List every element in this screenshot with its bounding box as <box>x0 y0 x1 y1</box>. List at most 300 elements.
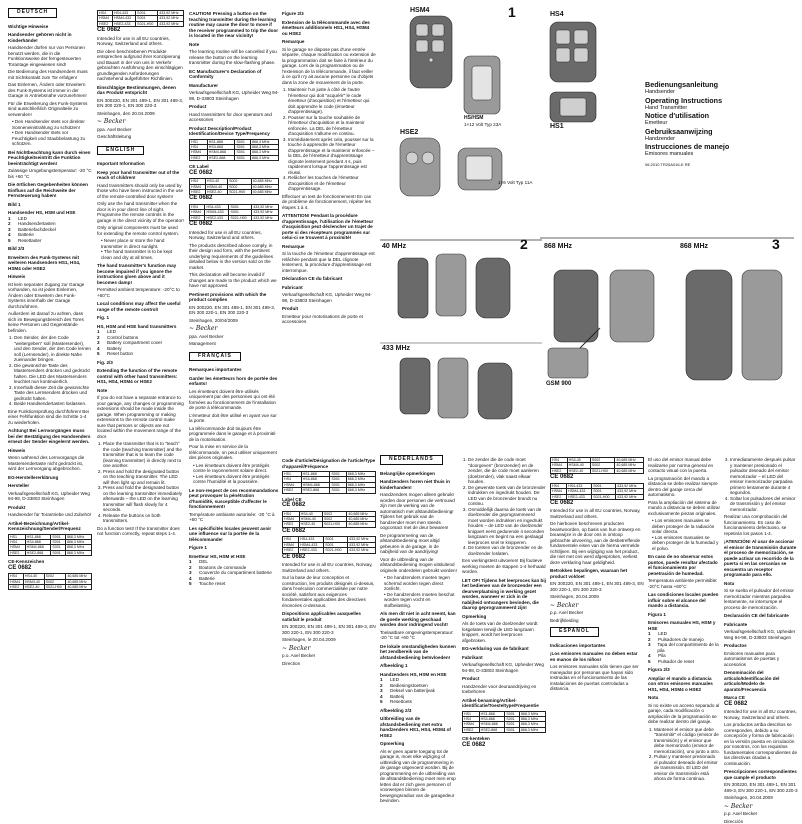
note-en: The learning routine will be cancelled if you release the button on the learning transmitter during the slow-flashing phase. <box>189 49 279 66</box>
declaration-title-nl: EG-verklaring van de fabrikant <box>462 646 546 652</box>
hse2-remote-illustration <box>400 138 502 196</box>
declaration-title-es: Declaración CE del fabricante <box>724 613 798 619</box>
paragraph-es-2: El uso del emisor manual debe realizarse por norma general en contacto visual con la puerta. <box>648 457 720 474</box>
legend-row: 2 Handsendertasten <box>8 221 92 227</box>
ce-mark-nl: CE 0682 <box>462 743 546 749</box>
manufacturer-label-fr: Fabricant <box>282 285 376 291</box>
paragraph-en-2: Only use the hand transmitter when the door is in your direct line of sight. Programme the remote controls in the garage in the direct vicinity of the operator! <box>97 201 184 223</box>
figure-title-de-23: Erweitern des Funk-Systems mit weiteren Handsendern HS1, HS4, HSM4 oder HSE2 <box>8 255 92 272</box>
ce-label-fr: Label CE <box>282 497 376 503</box>
heading-fr: Remarques importantes <box>189 367 279 373</box>
signer-de: ppa. Axel Becker <box>97 127 184 133</box>
warning-nl-3: De lokale omstandigheden kunnen het zendbereik van de afstandsbediening beïnvloeden! <box>380 644 458 661</box>
column-french-lower <box>282 455 376 795</box>
signer-es: p.p. Axel Becker <box>724 811 798 817</box>
ce-mark-de-2: CE 0682 <box>97 28 184 34</box>
table-row: HSE2 HSE2-868 S001 868,3 MHz <box>283 488 376 493</box>
figure-number-1: 1 <box>508 10 516 16</box>
spec-table-nl-1 <box>462 711 546 734</box>
paragraph-en-4: If you do not have a separate entrance to your garage, any changes or programming extensions should be made inside the garage. When programming or making extensions to the remote control make sure that persons or objects are not located within the movement range of the door. <box>97 395 184 439</box>
table-row: HSM4 HSM4-868 S001 868,3 MHz <box>283 482 376 487</box>
warning-en-3: Local conditions may affect the useful range of the remote control! <box>97 301 184 312</box>
declaration-title-en: EC Manufacturer's Declaration of Conformity <box>189 69 279 80</box>
function-test-en: Do a function test! If the transmitter does not function correctly, repeat steps 1-4. <box>97 526 184 537</box>
hint-label-de-2: Hinweis <box>8 448 92 454</box>
table-row: HSE2 HSE2-433 S021-H00 433,92 MHz <box>283 548 376 553</box>
steps-en <box>103 441 184 524</box>
manufacturer-es: Verkaufsgesellschaft KG, Upheider Weg 94-98, D-33803 Steinhagen <box>724 629 798 640</box>
cover-title-es: Instrucciones de manejo <box>645 142 745 151</box>
signer-fr: p.o. Axel Becker <box>282 653 376 659</box>
warning-fr-1: Garder les émetteurs hors de portée des enfants! <box>189 376 279 387</box>
product-label-nl: Product <box>462 676 546 682</box>
rules-title-en: Pertinent provisions with which the product complies <box>189 292 279 303</box>
list-item: 3. Onmiddellijk daarna de toets van de doelzender die geprogrammeerd moet worden indrukken en ingedrukt houden – de LED van de doelzender knippert eerst gedurende 4 seconden langzaam en begint na een geslaagd leerproces snel te knipperen. <box>468 507 546 546</box>
intended-use-nl: Intended for use in all EU countries, Norway, Switzerland and others. <box>550 508 644 519</box>
cover-title-de: Bedienungsanleitung <box>645 80 745 89</box>
table-row: HSM4 HSM4-433 S001 433,92 MHz <box>98 16 184 21</box>
manufacturer-fr: Verkaufsgesellschaft KG, Upheider Weg 94-98, D-33803 Steinhagen <box>282 292 376 303</box>
ce-label-nl: CE-kenteken <box>462 736 546 742</box>
warning-en-4: CAUTION! Pressing a button on the teaching transmitter during the learning routine may cause the door to move if the receiver programmed to trip the door is located in the near vicinity! <box>189 11 279 39</box>
paragraph-fr-3: La télécommande doit toujours être programmée dans le garage et à proximité de la motorisation. <box>189 426 279 443</box>
norms-de: EN 300220, EN 301 489-1, EN 301 489-3, EN 300 220-1, EN 300 220-3 <box>97 98 184 109</box>
column-dutch <box>380 455 458 795</box>
paragraph-de-1: Handsender dürfen nur von Personen benutzt werden, die in die Funktionsweise der ferngesteuerten Torantage eingewiesen sind! <box>8 45 92 67</box>
cover-subtitle-de: Handsender <box>645 89 745 96</box>
language-heading-en: ENGLISH <box>97 146 144 156</box>
table-row: HS1 HS1-868 S001 868,3 MHz <box>190 139 279 144</box>
legend-nl <box>380 677 458 705</box>
hs4-remote-cover-illustration <box>550 22 596 82</box>
steps-nl <box>468 457 546 556</box>
paragraph-nl-4: Als er geen aparte toegang tot de garage is, moet elke wijziging of uitbreiding van de programmering in de garage uitgevoerd worden. Bij de programmering en de uitbreiding van de afstandsbediening moet men erop letten dat er zich geen personen of voorwerpen binnen de bewegingsradius van de garagedeur bevinden. <box>380 749 458 804</box>
figure-number-3: 3 <box>772 242 780 248</box>
freq-40-label: 40 MHz <box>382 244 406 250</box>
rules-title-fr: Dispositions applicables auxquelles satisfait le produit <box>282 611 376 622</box>
article-label-en: Product Description/Product Identification/Device Type/Frequency <box>189 126 279 137</box>
signer-role-nl: Bedrijfsleiding <box>550 618 644 624</box>
intended-use-en: Intended for use in all EU countries, Norway, Switzerland and others. <box>189 230 279 241</box>
heading-es: Indicaciones importantes <box>550 643 644 649</box>
list-item: • Den Handsender stets vor Feuchtigkeit und Staubbelastung zu schützen. <box>12 130 92 147</box>
freq-433-label: 433 MHz <box>382 346 410 352</box>
legend-row: 4 Batterij <box>380 694 458 700</box>
legend-row: 1 LED <box>8 216 92 222</box>
manufacturer-label-en: Manufacturer <box>189 83 279 89</box>
intended-use-de: Intended for use in all EU countries, Norway, Switzerland and others. <box>97 36 184 47</box>
table-row: HSM4 HSM4-868 S001 868,3 MHz <box>463 722 546 727</box>
legend-row: 5 Touche reset <box>189 581 279 587</box>
paragraph-de-3: Das Einlernen, Ändern oder Erweitern des Funk-Systems ist immer in der Garage in Antriebsnähe vorzunehmen! <box>8 82 92 99</box>
spec-table-de-3 <box>97 10 184 27</box>
legend-es <box>648 631 720 664</box>
legend-fr <box>189 559 279 587</box>
product-es: Emisores manuales para automatismos de puertas y accesorios <box>724 651 798 668</box>
temperature-nl: Toelaatbare omgevingstemperatuur: -20 °C tot +60 °C <box>380 630 458 641</box>
figure-label-de-1: Bild 1 <box>8 202 92 208</box>
ce-mark-en-3: CE 0682 <box>189 222 279 228</box>
product-label-de: Produkt <box>8 505 92 511</box>
article-label-nl: Artikel-benaming/Artikel-identificatie/Toesteltype/Frequentie <box>462 698 546 709</box>
table-row: HSM4 HSM4-40 S002 40,685 MHz <box>190 184 279 189</box>
paragraph-nl-2: De programmering van de afstandsbediening moet altijd gebeuren in de garage, in de nabijheid van de aandrijving! <box>380 533 458 555</box>
table-row: HS4 HS4-40 S002 40,685 MHz <box>551 458 644 463</box>
freq-868-label-right: 868 MHz <box>680 244 708 250</box>
paragraph-nl2-a: De hierboven beschreven producten beantwoorden, op basis van hun ontwerp en bouwwijze in de door ons in omloop gebrachte uitvoering, aan de desbetreffende fundamentele eisen van de hierna vermelde richtlijnen. Bij een wijziging van het product, die niet met ons werd afgesproken, verliest deze verklaring haar geldigheid. <box>550 521 644 565</box>
product-label-en: Product <box>189 104 279 110</box>
place-date-de: Steinhagen, den 20.04.2009 <box>97 111 184 117</box>
legend-row: 2 Control buttons <box>97 335 184 341</box>
table-row: HS4 HS4-868 S001 868,3 MHz <box>463 716 546 721</box>
legend-row: 5 Reset button <box>97 351 184 357</box>
figure-label-en-23: Fig. 2/3 <box>97 360 184 366</box>
legend-row: 5 Pulsador de reset <box>648 659 720 665</box>
spec-table-nl-2 <box>550 457 644 474</box>
legend-row: 4 Batterie <box>8 232 92 238</box>
document-code: 06.2010 TR20A016-E RE <box>645 162 745 169</box>
signer-en: ppa. Axel Becker <box>189 334 279 340</box>
warning-nl-2: Als men dit niet in acht neemt, kan de goede werking geschaad worden door indringend vocht! <box>380 611 458 628</box>
norms-fr: EN 300220, EN 301 489-1, EN 301 489-3, EN 300 220-1, EN 300 220-3 <box>282 624 376 635</box>
warning-nl-4: LET OP! Tijdens het leerproces kan bij het bedienen van de bronzender een deurverplaatsing in werking gezet worden, wanneer er zich in de nabijheid ontvangers bevinden, die daarop geprogrammeerd zijn! <box>462 578 546 611</box>
figure-title-nl-23: Uitbreiding van de afstandsbediening met extra handzenders HS1, HS4, HSM4 of HSE2 <box>380 716 458 738</box>
table-row: HSM4 HSM4-433 S001 433,92 MHz <box>190 210 279 215</box>
steps-es <box>654 727 720 782</box>
figure-title-de-1: Handsender HS, HSM und HSE <box>8 210 92 216</box>
legend-row: 4 Batterie <box>189 576 279 582</box>
paragraph-de-7: Wenn während des Lernvorgangs die Mastersendertaste nicht gedrückt ist, wird der Lernvorgang abgebrochen. <box>8 455 92 472</box>
warning-en-1: Keep your hand transmitter out of the reach of children! <box>97 170 184 181</box>
signature-es: ~ Becker <box>724 804 798 810</box>
hint-label-fr: Remarque <box>282 39 376 45</box>
signature-fr: ~ Becker <box>282 646 376 652</box>
hse2-label: HSE2 <box>400 130 418 136</box>
paragraph-nl-1: Handzenders mogen alleen gebruikt worden door personen die vertrouwd zijn met de werking van de automatisch met afstandsbediening! Tijdens het gebruik van de handzender moet men steeds oogcontact met de deur bewaren! <box>380 492 458 531</box>
figure-title-fr-23: Extension de la télécommande avec des émetteurs additionnels HS1, HS4, HSM4 ou HSE2 <box>282 20 376 37</box>
paragraph-es-4: Para la ampliación del sistema de mando a distancia se deben utilizar exclusivamente piezas originales. <box>648 500 720 517</box>
legend-en <box>97 329 184 357</box>
list-es <box>652 518 720 551</box>
place-date-fr: Steinhagen, le 20.04.2009 <box>282 637 376 643</box>
signer-role-fr: Direction <box>282 661 376 667</box>
table-row: HS4 HS4-40 S002 40,685 MHz <box>9 574 92 579</box>
list-fr <box>193 463 279 485</box>
list-item: 3. Press and hold the designated button on the learning transmitter immediately afterwards – the LED on the learning transmitter will flash slowly for 4 seconds. <box>103 485 184 513</box>
table-row: HSE2 HSE2-40 S021-H00 40,685 MHz <box>283 522 376 527</box>
rules-title-nl: Betrokken bepalingen, waaraan het product voldoet <box>550 568 644 579</box>
note-label-en: Note <box>189 42 279 48</box>
hint-label-en: Note <box>97 388 184 394</box>
paragraph-nl2-1: Als de toets van de doelzender wordt losgelaten terwijl de LED langzaam knippert, wordt het leerproces afgebroken. <box>462 621 546 643</box>
433mhz-remotes-illustration <box>400 358 512 419</box>
list-item: • Den Handsender stets vor direkter Sonneneinstrahlung zu schützen! <box>12 119 92 130</box>
hint-label-nl-2: Opmerking <box>462 614 546 620</box>
ce-mark-fr: CE 0682 <box>282 503 376 509</box>
table-row: HS1 HS1-868 S001 868,3 MHz <box>9 534 92 539</box>
table-row: HS4 HS4-868 S001 868,3 MHz <box>9 539 92 544</box>
legend-row: 2 Bedieningstoetsen <box>380 683 458 689</box>
table-row: HS4 HS4-40 S002 40,685 MHz <box>190 179 279 184</box>
list-item: 2. De gewenste toets van de bronzender indrukken en ingedrukt houden. De LED van de bronzender brandt nu continu. <box>468 485 546 507</box>
hs-hsm-label: HS/HSM <box>464 116 483 122</box>
place-date-en: Steinhagen, 20/04/2009 <box>189 318 279 324</box>
table-row: HS1 HS1-868 S001 868,3 MHz <box>283 472 376 477</box>
cover-titles <box>645 80 745 168</box>
place-date-es: Steinhagen, 20.04.2009 <box>724 795 798 801</box>
signature-de: ~ Becker <box>97 119 184 125</box>
868mhz-remotes-illustration-right <box>686 270 782 380</box>
legend-row: 4 Pila <box>648 653 720 659</box>
warning-es-2: En caso de no observar estos puntos, puede resultar afectado el funcionamiento por penetración de humedad. <box>648 554 720 576</box>
paragraph-en-1: Hand transmitters should only be used by those who have been instructed in the use of the remote-controlled door system! <box>97 183 184 200</box>
paragraph-fr2-a: Sur la base de leur conception et construction, les produits désignés ci-dessus, dans l'exécution commercialisée par notre société, satisfont aux exigences fondamentales applicables des directives énoncées ci-dessous. <box>282 575 376 608</box>
paragraph-es2-a: Los productos arriba descritos se corresponden, debido a su concepción y forma de fabricación en la versión puesta en circulación por nosotros, con los requisitos fundamentales correspondientes de las directivas citadas a continuación. <box>724 722 798 766</box>
list-item: 1. Place the transmitter that is to "teach" the code (teaching transmitter) and the transmitter that is to learn the code (learning transmitter) in directly next to one another. <box>103 441 184 469</box>
hs1-label-cover: HS1 <box>550 124 564 130</box>
steps-de <box>14 335 92 407</box>
list-item: • Los emisores manuales se deben proteger de la radiación solar directa. <box>652 518 720 535</box>
legend-row: 1 DEL <box>189 559 279 565</box>
product-de: Handsender für Torantriebe und Zubehör <box>8 512 92 518</box>
cover-panel <box>540 8 794 445</box>
paragraph-es2-1: Si se suelta el pulsador del emisor memorizador mientras parpadea lentamente, se interrumpe el proceso de memorización. <box>724 588 798 610</box>
freq-868-label: 868 MHz <box>544 244 572 250</box>
cover-subtitle-en: Hand Transmitter <box>645 105 745 112</box>
hint-label-fr-2: Remarque <box>282 244 376 250</box>
hsm4-remote-illustration <box>410 16 452 88</box>
warning-en-2: The hand transmitter's function may become impaired if you ignore the instructions given above and it becomes damp! <box>97 263 184 285</box>
hse-battery-spec: 1×6 Volt Typ 11A <box>498 180 538 186</box>
table-row: HSM4 HSM4-868 S001 868,3 MHz <box>190 150 279 155</box>
figure-number-2: 2 <box>520 242 528 248</box>
paragraph-de-6: Außerdem ist darauf zu achten, dass sich im Bewegungsbereich des Tores keine Personen und Gegenstände befinden. <box>8 311 92 333</box>
list-item: 3. Innerhalb dieser Zeit die gewünschte Taste des Lernsenders drücken und gedrückt halten. <box>14 385 92 402</box>
signature-nl: ~ Becker <box>550 603 644 609</box>
hint-label-es-2: Nota <box>724 581 798 587</box>
figure-label-nl-23: Afbeelding 2/3 <box>380 708 458 714</box>
function-test-de: Eine Funktionsprüfung durchführen! Bei einer Fehlfunktion sind die Schritte 1-4 zu wiederholen. <box>8 409 92 426</box>
figure-label-de-23: Bild 2/3 <box>8 246 92 252</box>
steps-fr <box>288 87 376 192</box>
ce-mark-nl-2: CE 0682 <box>550 475 644 481</box>
paragraph-es-1: Los emisores manuales sólo tienen que ser manejados por personas que hayan sido instruidas en el funcionamiento de las instalaciones de puertas controladas a distancia. <box>550 664 644 692</box>
hint-label-de: Hinweis <box>8 274 92 280</box>
warning-fr-4: ATTENTION! Pendant la procédure d'apprentissage, l'utilisation de l'émetteur d'acquisition peut déclencher un trajet de porte si des récepteurs programmés sur celui-ci se trouvent à proximité! <box>282 213 376 241</box>
figure-title-nl-1: Handzenders HS, HSM en HSE <box>380 672 458 678</box>
heading-en: Important Information <box>97 161 184 167</box>
table-row: HS4 HS4-433 S001 433,92 MHz <box>551 483 644 488</box>
hint-label-es: Nota <box>648 695 720 701</box>
table-row: HS4 HS4-433 S001 433,92 MHz <box>98 11 184 16</box>
list-item: • Les émetteurs doivent être protégés contre le rayonnement solaire direct. <box>193 463 279 474</box>
list-item: • De handzenders moeten beschut worden tegen vocht en stofbelasting. <box>384 592 458 609</box>
signer-role-de: Geschäftsleitung <box>97 134 184 140</box>
spec-table-fr-2 <box>282 511 376 528</box>
legend-row: 3 Couvercle du compartiment batterie <box>189 570 279 576</box>
table-row: HSM4 HSM4-40 S002 40,685 MHz <box>551 463 644 468</box>
declaration-title-fr: Déclaration CE du fabricant <box>282 276 376 282</box>
paragraph-fr2-2: Si la touche de l'émetteur d'apprentissage est relâchée pendant que la DEL clignote lentement, la procédure d'apprentissage est interrompue. <box>282 251 376 273</box>
table-row: HSE2 HSE2-433 S021-H00 433,92 MHz <box>551 494 644 499</box>
manufacturer-en: Verkaufsgesellschaft KG, Upheider Weg 94-98, D-33803 Steinhagen <box>189 90 279 101</box>
figure-label-es-1: Figura 1 <box>648 612 720 618</box>
table-row: HSE2 HSE2-40 S021-H00 40,685 MHz <box>190 189 279 194</box>
list-item: • Les émetteurs doivent être protégés contre l'humidité et la poussière. <box>193 474 279 485</box>
paragraph-fr-4: Pour la mise en service de la télécommande, on peut utiliser uniquement des pièces originales. <box>189 444 279 461</box>
ce-mark-fr-3: CE 0682 <box>282 555 376 561</box>
figure-label-fr-23: Figure 2/3 <box>282 11 376 17</box>
spec-table-en-1 <box>189 139 279 162</box>
list-item: 4. De toetsen van de bronzender en de doelzender loslaten. <box>468 545 546 556</box>
steps-es-2 <box>730 457 798 512</box>
table-row: HS1 HS1-868 S001 868,3 MHz <box>463 711 546 716</box>
list-item: • Los emisores manuales se deben proteger de la humedad y el polvo. <box>652 535 720 552</box>
868mhz-remotes-illustration <box>554 270 654 342</box>
warning-nl-1: Handzenders horen niet thuis in kinderhanden! <box>380 479 458 490</box>
paragraph-fr2-1: Si le garage ne dispose pas d'une entrée séparée, chaque modification ou extension de la programmation doit se faire à l'intérieur du garage. Lors de la programmation ou de l'extension de la télécommande, il faut veiller à ce qu'il n'y ait aucune personne ou d'objets dans la zone de mouvement de la porte. <box>282 47 376 86</box>
list-item: 1. Maintenir l'un juste à côté de l'autre l'émetteur qui doit "acquérir" le code émetteur (d'acquisition) et l'émetteur qui doit apprendre le code (émetteur d'apprentissage). <box>288 87 376 115</box>
cover-title-en: Operating Instructions <box>645 96 745 105</box>
norms-en: EN 300220, EN 301 489-1, EN 301 489-3, EN 300 220-1, EN 300 220-3 <box>189 305 279 316</box>
column-german-english <box>97 8 184 796</box>
list-item: • The hand transmitter is to be kept clean and dry at all times. <box>101 249 184 260</box>
list-item: 4. Soltar los pulsadores del emisor de transmisión y del emisor memorizador. <box>730 496 798 513</box>
table-row: HSE2 HSE2-868 S001 868,3 MHz <box>190 155 279 160</box>
manufacturer-nl: Verkaufsgesellschaft KG, Upheider Weg 94-98, D-33803 Steinhagen <box>462 662 546 673</box>
product-label-es: Productos <box>724 643 798 649</box>
function-test-fr: Effectuer un test de fonctionnement! En cas de problème de fonctionnement, répéter les étapes 1 à 4. <box>282 194 376 211</box>
list-item: 2. Pulsar y mantener presionado el pulsador deseado del emisor de transmisión. El LED del emisor de transmisión está ahora de forma continua. <box>654 754 720 782</box>
spec-table-de-2 <box>8 573 92 590</box>
table-row: HS4 HS4-433 S001 433,92 MHz <box>190 204 279 209</box>
spec-table-en-2 <box>189 178 279 195</box>
product-en: Hand transmitters for door operators and accessories <box>189 112 279 123</box>
signature-en: ~ Becker <box>189 326 279 332</box>
figure-title-es-1: Emisores manuales HS, HSM y HSE <box>648 620 720 631</box>
table-row: HS4 HS4-868 S001 868,3 MHz <box>283 477 376 482</box>
figures-panel <box>380 8 542 448</box>
ce-mark-de: CE 0682 <box>8 566 92 572</box>
table-row: HSE2 HSE2-40 S021-H00 40,685 MHz <box>551 468 644 473</box>
list-item: 4. Beide Handsendertasten loslassen. <box>14 401 92 407</box>
figure-label-nl-1: Afbeelding 1 <box>380 663 458 669</box>
ce-mark-en-2: CE 0682 <box>189 196 279 202</box>
signer-role-es: Dirección <box>724 819 798 824</box>
table-row: HSE2 HSE2-433 S021-H00 433,92 MHz <box>98 21 184 26</box>
column-dutch-2 <box>462 455 546 795</box>
manufacturer-de: Verkaufsgesellschaft KG, Upheider Weg 94-98, D-33803 Steinhagen <box>8 491 92 502</box>
legend-row: 1 LED <box>648 631 720 637</box>
signer-role-en: Management <box>189 341 279 347</box>
legend-row: 2 Boutons de commande <box>189 565 279 571</box>
table-row: HSM4 HSM4-433 S001 433,92 MHz <box>283 542 376 547</box>
table-row: HSM4 HSM4-433 S001 433,92 MHz <box>551 489 644 494</box>
40mhz-remotes-illustration <box>398 254 510 318</box>
list-nl <box>384 575 458 608</box>
cover-drawing <box>540 8 794 445</box>
legend-row: 2 Pulsadores de manejo <box>648 637 720 643</box>
warning-fr-3: Les spécificités locales peuvent avoir une influence sur la portée de la télécommande! <box>189 526 279 543</box>
figure-label-es-23: Figura 2/3 <box>648 667 720 673</box>
ce-mark-fr-2: CE 0682 <box>282 529 376 535</box>
hsm4-label: HSM4 <box>410 8 429 14</box>
warning-es-3: Las condiciones locales pueden influir sobre el alcance del mando a distancia. <box>648 592 720 609</box>
figure-title-es-23: Ampliar el mando a distancia con otros emisores manuales HS1, HS4, HSM4 o HSE2 <box>648 676 720 693</box>
ce-mark-nl-3: CE 0682 <box>550 501 644 507</box>
warning-es-1: ¡Los emisores manuales no deben estar en manos de los niños! <box>550 651 644 662</box>
column-french <box>282 8 376 453</box>
spec-table-nl-3 <box>550 483 644 500</box>
place-date-nl: Steinhagen, 20.04.2009 <box>550 594 644 600</box>
table-row: HSE2 HSE2-433 S021-H00 433,92 MHz <box>190 215 279 220</box>
ce-label-en: CE Label <box>189 164 279 170</box>
list-item: • De handzenders moeten tegen schermd worden tegen direct zonlicht. <box>384 575 458 592</box>
table-row: HSE2 HSE2-40 S021-H00 40,685 MHz <box>9 584 92 589</box>
warning-de-1: Handsender gehören nicht in Kinderhände! <box>8 32 92 43</box>
column-english-french <box>189 8 279 796</box>
paragraph-nl-3: Voor de uitbreiding van de afstandsbediening mogen uitsluitend originele onderdelen gebruikt worden! <box>380 557 458 574</box>
hs4-label-cover: HS4 <box>550 12 564 18</box>
list-item: 4. Release the buttons on both transmitters. <box>103 513 184 524</box>
product-nl: Handzender voor deuraandrijving en toebehoren <box>462 684 546 695</box>
paragraph-es-5: Si no existe un acceso separado al garaje, cada modificación o ampliación de la programación se debe realizar dentro del garaje. <box>648 703 720 725</box>
table-row: HSM4 HSM4-40 S002 40,685 MHz <box>283 517 376 522</box>
signer-nl: p.p. Axel Becker <box>550 610 644 616</box>
intended-use-fr: Intended for use in all EU countries, Norway, Switzerland and others. <box>282 562 376 573</box>
legend-row: 3 Batteriefachdeckel <box>8 227 92 233</box>
language-heading-nl: NEDERLANDS <box>380 455 443 465</box>
temperature-es: Temperatura ambiente permisible: -20°C hasta +60°C <box>648 578 720 589</box>
manufacturer-label-nl: Fabrikant <box>462 655 546 661</box>
figure-title-fr-1: Emetteur HS, HSM et HSE <box>189 554 279 560</box>
legend-row: 1 LED <box>97 329 184 335</box>
cover-subtitle-es: Emisores manuales <box>645 151 745 158</box>
figure-title-en-1: HS, HSM and HSE hand transmitters <box>97 324 184 330</box>
temperature-en: Permitted ambient temperature: -20°C to +60°C <box>97 287 184 298</box>
paragraph-fr-2: L'émetteur doit être utilisé en ayant vue sur la porte. <box>189 413 279 424</box>
paragraph-de-4: Für die Erweiterung des Funk-Systems sind ausschließlich Originalteile zu verwenden! <box>8 101 92 118</box>
ce-mark-es: CE 0682 <box>724 702 798 708</box>
language-heading-es: ESPAÑOL <box>550 627 599 637</box>
cover-subtitle-nl: Handzender <box>645 136 745 143</box>
legend-row: 4 Battery <box>97 346 184 352</box>
hs-battery-spec: 1×12 Volt Typ 23A <box>464 122 524 128</box>
paragraph-en2-b: This declaration will become invalid if changes are made to the product which we have not approved. <box>189 272 279 289</box>
list-item: 2. Press and hold the designated button on the teaching transmitter. The LED will then light up and remain lit. <box>103 469 184 486</box>
list-de <box>12 119 92 147</box>
spec-table-de-1 <box>8 534 92 557</box>
warning-fr-2: Le non-respect de ces recommandations peut provoquer la pénétration d'humidité, susceptible d'affecter le fonctionnement! <box>189 488 279 510</box>
list-item: 2. Pousser sur la touche souhaitée de l'émetteur d'acquisition et la maintenir enfoncée. La DEL de l'émetteur d'acquisition s'allume en continu. <box>288 115 376 137</box>
hs1-remote-cover-illustration <box>550 92 596 122</box>
list-item: 4. Relâcher les touches de l'émetteur d'acquisition et de l'émetteur d'apprentissage. <box>288 175 376 192</box>
language-heading-de: DEUTSCH <box>8 8 57 18</box>
spec-table-en-3 <box>189 204 279 221</box>
paragraph-en2-a: The products described above comply, in their design and form, with the pertinent underlying requirements of the guidelines detailed below in the version sold on the market. <box>189 243 279 271</box>
list-item: 1. De zender die de code moet "doorgeven" (bronzender) en de zender, die de code moet aanleren (doelzender), vlak naast elkaar houden. <box>468 457 546 485</box>
paragraph-en-3: Only original components must be used for extending the remote control system. <box>97 225 184 236</box>
product-fr: Emetteur pour motorisations de porte et accessoires <box>282 314 376 325</box>
list-item: • Never place or store the hand transmitter in direct sunlight. <box>101 238 184 249</box>
spec-table-fr-3 <box>282 536 376 553</box>
paragraph-de-2: Die Bedienung des Handsenders muss mit Sichtkontakt zum Tor erfolgen! <box>8 69 92 80</box>
language-heading-fr: FRANÇAIS <box>189 352 241 362</box>
article-label-fr: Code d'article/Désignation de l'article/Type d'appareil/Fréquence <box>282 458 376 469</box>
norms-es: EN 300220, EN 301 489-1, EN 301 489-3, EN 300 220-1, EN 300 220-3 <box>724 782 798 793</box>
column-spanish <box>648 455 720 795</box>
table-row: HSM4 HSM4-868 S001 868,3 MHz <box>9 545 92 550</box>
